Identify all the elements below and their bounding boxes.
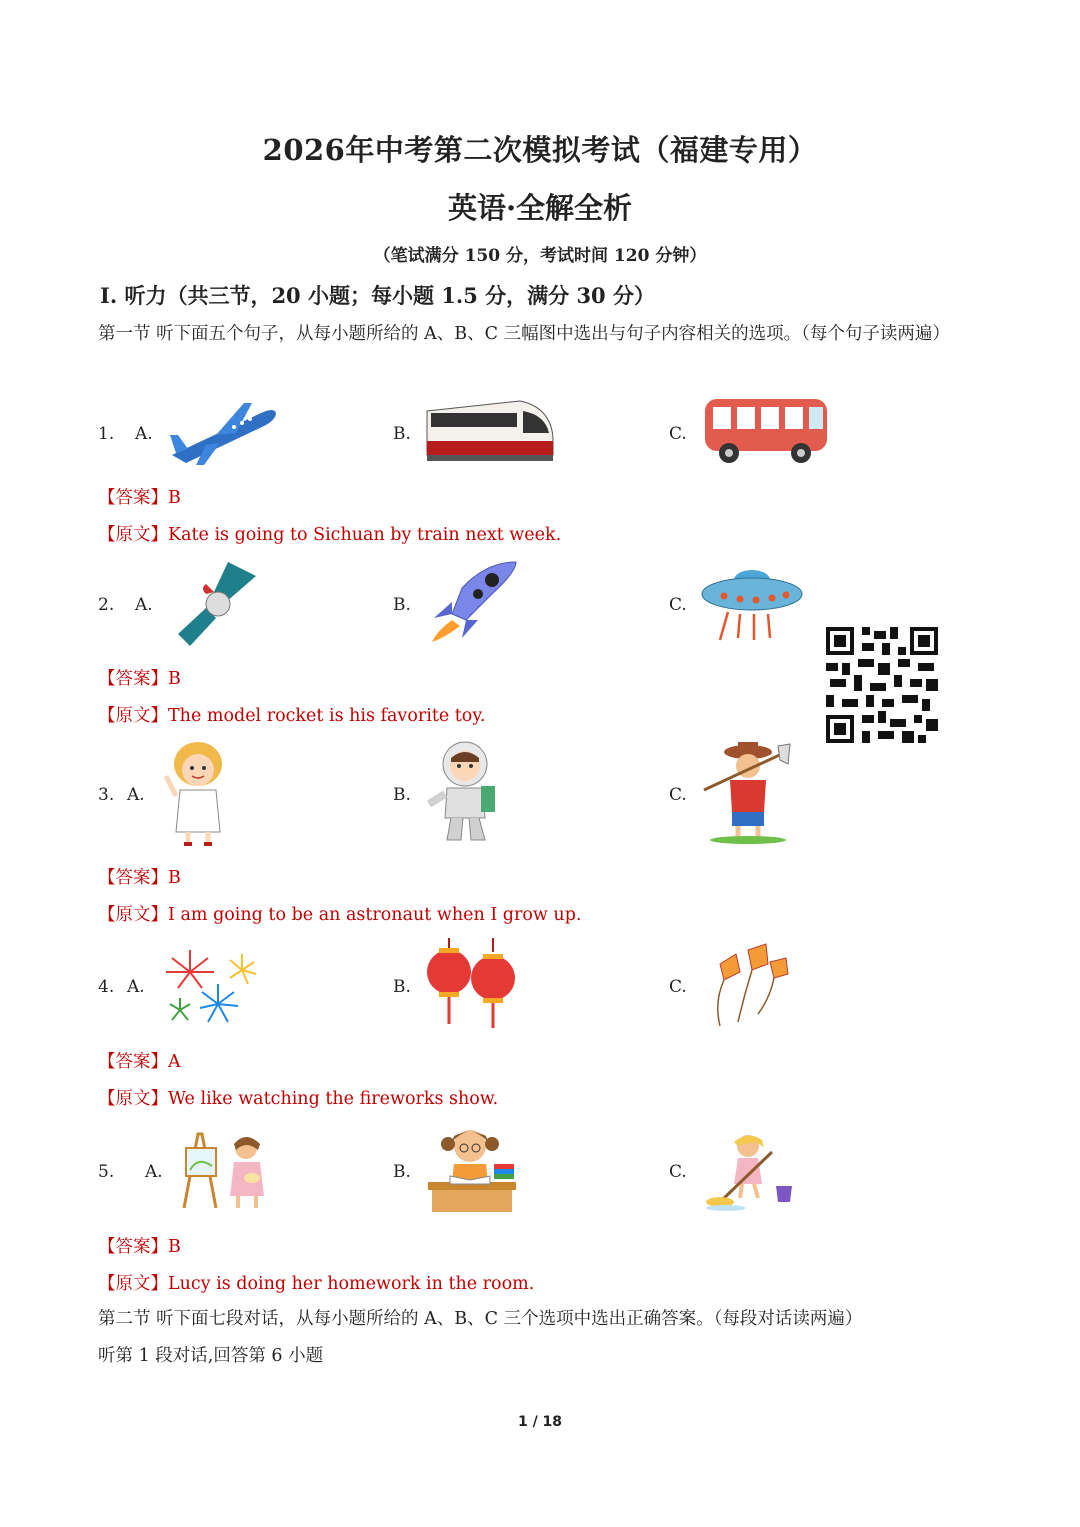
option-c-label: C. bbox=[669, 424, 687, 444]
answer-label: 【答案】 bbox=[98, 1237, 168, 1257]
answer-value: B bbox=[168, 488, 181, 508]
question-3 bbox=[0, 740, 1080, 840]
answer-label: 【答案】 bbox=[98, 1052, 168, 1072]
transcript-label: 【原文】 bbox=[98, 706, 168, 726]
transcript-text: Kate is going to Sichuan by train next week. bbox=[168, 525, 562, 545]
transcript-text: The model rocket is his favorite toy. bbox=[168, 706, 486, 726]
transcript-text: Lucy is doing her homework in the room. bbox=[168, 1274, 535, 1294]
ufo-icon bbox=[700, 566, 804, 642]
homework-girl-icon bbox=[426, 1124, 518, 1216]
question-number: 4. bbox=[98, 977, 115, 997]
question-5 bbox=[0, 1124, 1080, 1224]
mopping-girl-icon bbox=[704, 1130, 796, 1212]
answer-line bbox=[98, 1048, 181, 1073]
transcript-label: 【原文】 bbox=[98, 525, 168, 545]
page-number: 1 / 18 bbox=[517, 1414, 563, 1430]
question-4 bbox=[0, 940, 1080, 1040]
option-a-label: A. bbox=[127, 977, 145, 997]
bus-icon bbox=[703, 395, 831, 465]
exam-info: （笔试满分 150 分，考试时间 120 分钟） bbox=[373, 246, 707, 266]
option-c-label: C. bbox=[669, 1162, 687, 1182]
transcript-line bbox=[98, 702, 485, 727]
page-title: 2026年中考第二次模拟考试（福建专用） bbox=[262, 133, 818, 167]
option-c-label: C. bbox=[669, 977, 687, 997]
answer-value: B bbox=[168, 669, 181, 689]
transcript-label: 【原文】 bbox=[98, 1274, 168, 1294]
qr-code bbox=[826, 626, 938, 744]
section-heading: Ⅰ. 听力（共三节，20 小题；每小题 1.5 分，满分 30 分） bbox=[100, 283, 655, 308]
transcript-text: We like watching the fireworks show. bbox=[168, 1089, 499, 1109]
question-number: 3. bbox=[98, 785, 115, 805]
transcript-line bbox=[98, 1270, 534, 1295]
part2-subinstruction: 听第 1 段对话,回答第 6 小题 bbox=[98, 1346, 324, 1366]
option-a-label: A. bbox=[127, 785, 145, 805]
answer-label: 【答案】 bbox=[98, 488, 168, 508]
lanterns-icon bbox=[425, 938, 519, 1030]
option-c-label: C. bbox=[669, 785, 687, 805]
question-number: 1. bbox=[98, 424, 115, 444]
transcript-line bbox=[98, 1085, 498, 1110]
answer-label: 【答案】 bbox=[98, 669, 168, 689]
part1-instruction: 第一节 听下面五个句子，从每小题所给的 A、B、C 三幅图中选出与句子内容相关的选项。（每个句子读两遍） bbox=[98, 324, 950, 344]
option-a-label: A. bbox=[135, 595, 153, 615]
answer-line bbox=[98, 864, 181, 889]
option-b-label: B. bbox=[393, 424, 411, 444]
answer-line bbox=[98, 484, 181, 509]
transcript-text: I am going to be an astronaut when I grow up. bbox=[168, 905, 582, 925]
answer-label: 【答案】 bbox=[98, 868, 168, 888]
transcript-line bbox=[98, 521, 561, 546]
answer-line bbox=[98, 665, 181, 690]
painting-girl-icon bbox=[176, 1130, 272, 1212]
option-c-label: C. bbox=[669, 595, 687, 615]
airplane-icon bbox=[166, 395, 281, 467]
page-subtitle: 英语·全解全析 bbox=[447, 191, 633, 225]
transcript-label: 【原文】 bbox=[98, 1089, 168, 1109]
answer-value: A bbox=[168, 1052, 181, 1072]
satellite-icon bbox=[176, 558, 260, 650]
astronaut-icon bbox=[425, 740, 505, 846]
option-a-label: A. bbox=[145, 1162, 163, 1182]
question-1 bbox=[0, 393, 1080, 493]
transcript-line bbox=[98, 901, 581, 926]
option-b-label: B. bbox=[393, 1162, 411, 1182]
doctor-icon bbox=[162, 740, 232, 848]
train-icon bbox=[425, 397, 555, 465]
rocket-icon bbox=[426, 558, 522, 644]
fireworks-icon bbox=[160, 944, 258, 1028]
answer-value: B bbox=[168, 868, 181, 888]
part2-instruction: 第二节 听下面七段对话，从每小题所给的 A、B、C 三个选项中选出正确答案。（每段对话读两遍） bbox=[98, 1309, 863, 1329]
kites-icon bbox=[700, 942, 792, 1030]
option-a-label: A. bbox=[135, 424, 153, 444]
option-b-label: B. bbox=[393, 595, 411, 615]
question-number: 2. bbox=[98, 595, 115, 615]
farmer-icon bbox=[700, 740, 792, 844]
question-number: 5. bbox=[98, 1162, 115, 1182]
option-b-label: B. bbox=[393, 977, 411, 997]
answer-value: B bbox=[168, 1237, 181, 1257]
answer-line bbox=[98, 1233, 181, 1258]
transcript-label: 【原文】 bbox=[98, 905, 168, 925]
option-b-label: B. bbox=[393, 785, 411, 805]
